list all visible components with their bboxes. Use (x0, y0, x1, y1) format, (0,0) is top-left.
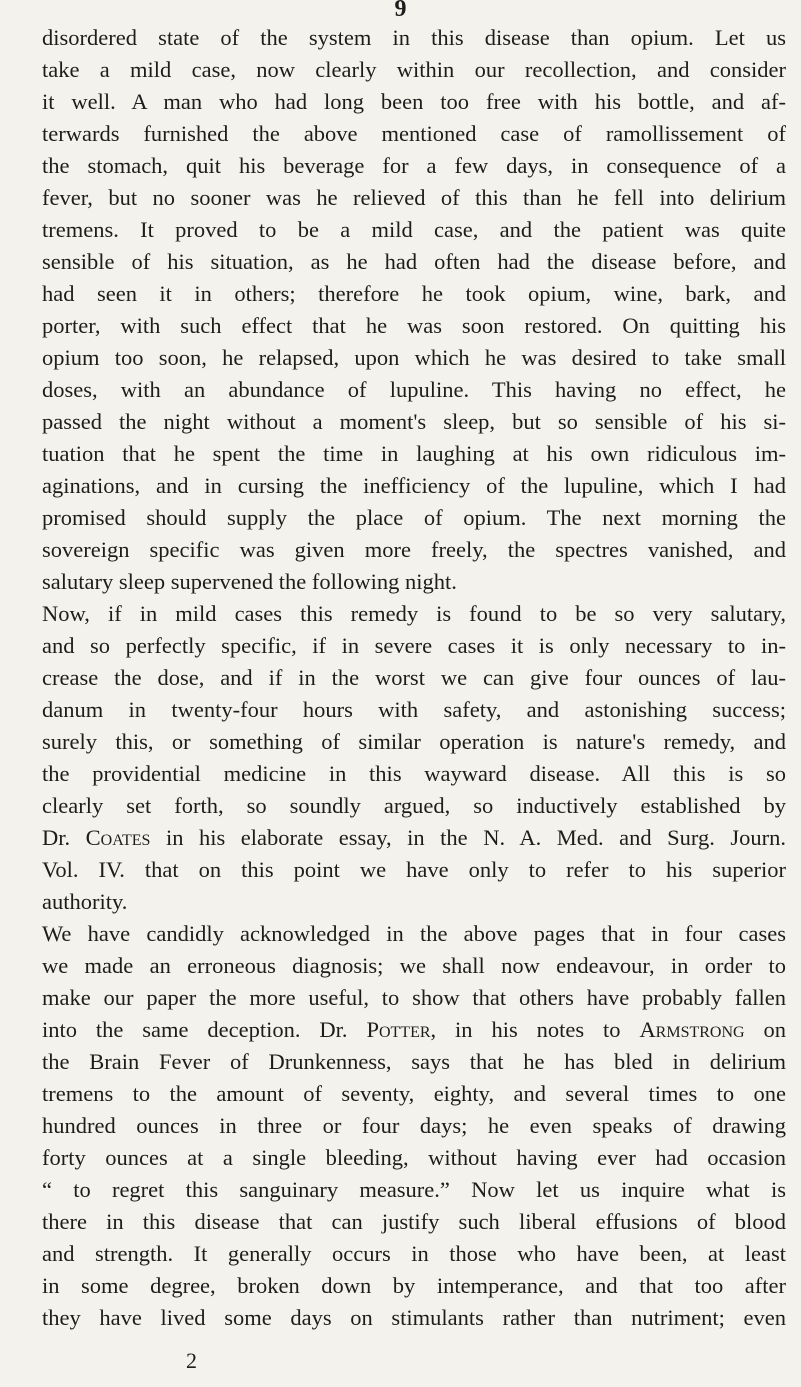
text-segment: danum in twenty-four hours with safety, and astonishing success; (42, 697, 786, 722)
text-segment: disordered state of the system in this disease than opium. Let us (42, 25, 786, 50)
text-segment: and strength. It generally occurs in those who have been, at least (42, 1241, 786, 1266)
author-name: Potter (366, 1017, 431, 1042)
text-segment: the Brain Fever of Drunkenness, says that he has bled in delirium (42, 1049, 786, 1074)
text-line (42, 1046, 786, 1078)
text-segment: Dr. (42, 825, 86, 850)
text-segment: clearly set forth, so soundly argued, so inductively established by (42, 793, 786, 818)
text-segment: there in this disease that can justify such liberal effusions of blood (42, 1209, 786, 1234)
text-segment: surely this, or something of similar operation is nature's remedy, and (42, 729, 786, 754)
text-line (42, 438, 786, 470)
text-line (42, 566, 786, 598)
text-line (42, 214, 786, 246)
text-line (42, 758, 786, 790)
text-segment: the providential medicine in this wayward disease. All this is so (42, 761, 786, 786)
text-line (42, 918, 786, 950)
text-segment: We have candidly acknowledged in the above pages that in four cases (42, 921, 786, 946)
text-segment: on (744, 1017, 786, 1042)
text-line (42, 1238, 786, 1270)
text-line (42, 886, 786, 918)
text-segment: promised should supply the place of opium. The next morning the (42, 505, 786, 530)
text-segment: make our paper the more useful, to show that others have probably fallen (42, 985, 786, 1010)
text-segment: Now, if in mild cases this remedy is found to be so very salutary, (42, 601, 786, 626)
text-segment: crease the dose, and if in the worst we can give four ounces of lau- (42, 665, 786, 690)
text-line (42, 406, 786, 438)
text-line (42, 694, 786, 726)
text-segment: hundred ounces in three or four days; he even speaks of drawing (42, 1113, 786, 1138)
text-segment: terwards furnished the above mentioned case of ramollissement of (42, 121, 786, 146)
text-segment: we made an erroneous diagnosis; we shall now endeavour, in order to (42, 953, 786, 978)
text-line (42, 86, 786, 118)
text-line (42, 1270, 786, 1302)
text-segment: into the same deception. Dr. (42, 1017, 367, 1042)
signature-mark: 2 (186, 1348, 197, 1373)
author-name: Armstrong (639, 1017, 745, 1042)
text-line (42, 1142, 786, 1174)
author-name: Coates (85, 825, 151, 850)
text-segment: aginations, and in cursing the inefficiency of the lupuline, which I had (42, 473, 786, 498)
text-line (42, 118, 786, 150)
text-line (42, 726, 786, 758)
text-segment: tremens to the amount of seventy, eighty, and several times to one (42, 1081, 786, 1106)
text-line (42, 342, 786, 374)
page-number: 9 (394, 0, 407, 22)
text-line (42, 1110, 786, 1142)
text-line (42, 470, 786, 502)
text-segment: opium too soon, he relapsed, upon which he was desired to take small (42, 345, 786, 370)
text-line (42, 534, 786, 566)
text-segment: and so perfectly specific, if in severe cases it is only necessary to in- (42, 633, 786, 658)
text-segment: in some degree, broken down by intemperance, and that too after (42, 1273, 786, 1298)
text-segment: “ to regret this sanguinary measure.” Now let us inquire what is (42, 1177, 786, 1202)
text-line (42, 246, 786, 278)
text-segment: , in his notes to (430, 1017, 640, 1042)
text-line (42, 630, 786, 662)
text-line (42, 950, 786, 982)
text-line (42, 150, 786, 182)
text-line (42, 662, 786, 694)
text-segment: sovereign specific was given more freely, the spectres vanished, and (42, 537, 786, 562)
text-segment: sensible of his situation, as he had often had the disease before, and (42, 249, 786, 274)
text-segment: doses, with an abundance of lupuline. This having no effect, he (42, 377, 786, 402)
text-segment: tremens. It proved to be a mild case, and the patient was quite (42, 217, 786, 242)
text-segment: porter, with such effect that he was soon restored. On quitting his (42, 313, 786, 338)
text-segment: it well. A man who had long been too free with his bottle, and af- (42, 89, 786, 114)
text-line (42, 1302, 786, 1334)
text-segment: authority. (42, 889, 128, 914)
text-line (42, 54, 786, 86)
body-text (42, 22, 786, 1334)
text-line (42, 1206, 786, 1238)
text-line (42, 278, 786, 310)
text-segment: the stomach, quit his beverage for a few days, in consequence of a (42, 153, 786, 178)
text-segment: tuation that he spent the time in laughing at his own ridiculous im- (42, 441, 786, 466)
text-segment: fever, but no sooner was he relieved of this than he fell into delirium (42, 185, 786, 210)
text-line (42, 374, 786, 406)
text-line (42, 822, 786, 854)
text-line (42, 310, 786, 342)
text-line (42, 982, 786, 1014)
text-line (42, 1174, 786, 1206)
text-line (42, 854, 786, 886)
text-segment: in his elaborate essay, in the N. A. Med. and Surg. Journ. (150, 825, 787, 850)
text-segment: salutary sleep supervened the following night. (42, 569, 457, 594)
text-segment: they have lived some days on stimulants rather than nutriment; even (42, 1305, 786, 1330)
text-segment: passed the night without a moment's sleep, but so sensible of his si- (42, 409, 786, 434)
text-line (42, 790, 786, 822)
text-segment: take a mild case, now clearly within our recollection, and consider (42, 57, 786, 82)
text-line (42, 182, 786, 214)
text-line (42, 598, 786, 630)
text-line (42, 1014, 786, 1046)
text-line (42, 502, 786, 534)
text-line (42, 1078, 786, 1110)
text-segment: had seen it in others; therefore he took opium, wine, bark, and (42, 281, 786, 306)
text-line (42, 22, 786, 54)
text-segment: forty ounces at a single bleeding, without having ever had occasion (42, 1145, 786, 1170)
text-segment: Vol. IV. that on this point we have only to refer to his superior (42, 857, 786, 882)
